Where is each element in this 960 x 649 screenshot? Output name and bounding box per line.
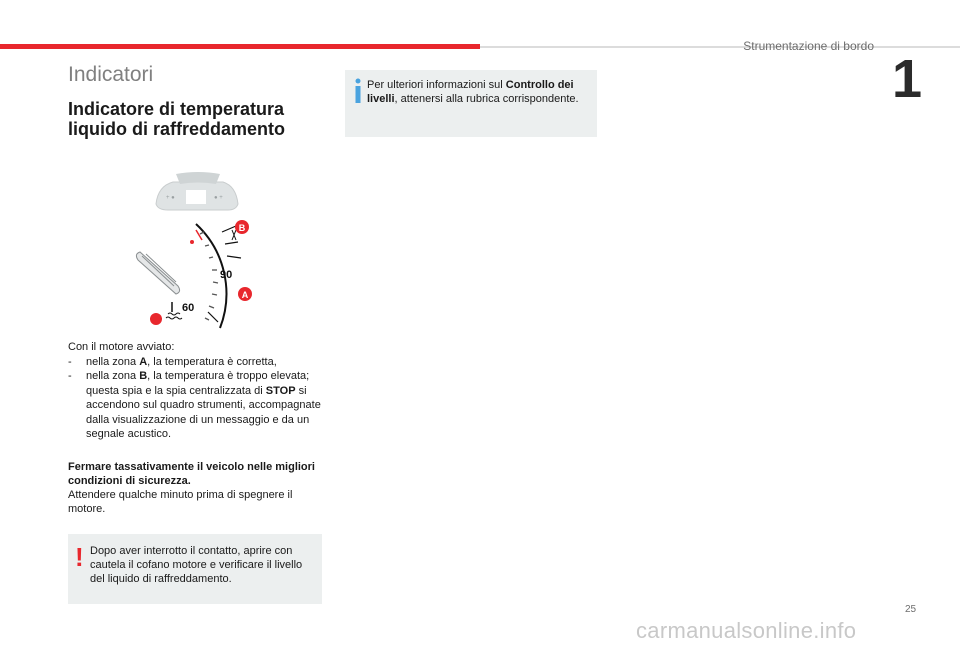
list-dash: - (68, 370, 72, 382)
warning-bold-text: Fermare tassativamente il veicolo nelle migliori condizioni di sicurezza. (68, 461, 315, 487)
exclamation-icon: ! (75, 542, 84, 572)
list-item-zone: A (139, 355, 148, 368)
header-grey-line (480, 46, 960, 48)
list-item (68, 369, 328, 442)
intro-text: Con il motore avviato: (68, 341, 175, 353)
list-item-text-pre: nella zona (86, 370, 140, 382)
gauge-label-90: 90 (220, 269, 233, 281)
warning-text: Attendere qualche minuto prima di spegnere il motore. (68, 489, 293, 515)
section-heading: Indicatori (68, 63, 154, 86)
list-item-text-pre: nella zona (86, 355, 140, 368)
list-item (68, 355, 328, 370)
warning-text-block (68, 460, 326, 516)
svg-text:+ ●: + ● (166, 195, 175, 201)
svg-text:● +: ● + (214, 195, 223, 201)
list-item-text (86, 369, 328, 442)
coolant-temperature-icon (166, 302, 182, 319)
info-text-pre: Per ulteriori informazioni sul (367, 79, 506, 91)
chapter-title: Strumentazione di bordo (743, 39, 874, 53)
red-dot-icon (190, 240, 194, 244)
subheading: Indicatore di temperatura liquido di raffreddamento (68, 99, 286, 139)
list-item-text-post: , la temperatura è troppo elevata; questa spia e la spia centralizzata di (86, 370, 310, 397)
zone-b-label: B (238, 223, 246, 233)
zone-a-label: A (241, 290, 249, 300)
info-text-bold: Controllo dei livelli (367, 79, 574, 105)
coolant-gauge-figure (128, 168, 298, 338)
info-note-box (345, 70, 597, 137)
info-icon (352, 78, 364, 104)
gauge-ticks (200, 232, 218, 320)
list-item-text-post: , la temperatura è corretta, (147, 355, 277, 368)
list-item-text-post2: si accendono sul quadro strumenti, accompagnate dalla visualizzazione di un messaggio e da un segnale acustico. (86, 384, 321, 440)
caution-note-text: Dopo aver interrotto il contatto, aprire con cautela il cofano motore e verificare il livello del liquido di raffreddamento. (90, 545, 303, 585)
list-item-zone: B (139, 370, 148, 382)
warning-light-icon (150, 313, 162, 325)
list-item-text (86, 355, 277, 370)
list-item-stop: STOP (265, 384, 296, 397)
instrument-cluster-icon (156, 172, 238, 210)
caution-note-box (68, 534, 322, 604)
chapter-number: 1 (892, 49, 923, 109)
body-text (68, 340, 328, 442)
page-number: 25 (905, 604, 917, 615)
temperature-needle-icon (136, 252, 179, 294)
watermark: carmanualsonline.info (636, 618, 857, 643)
gauge-label-60: 60 (182, 302, 195, 314)
info-text-post: , attenersi alla rubrica corrispondente. (394, 93, 579, 105)
info-note-text (367, 78, 589, 106)
list-dash: - (68, 355, 72, 368)
header-red-bar (0, 44, 480, 49)
coolant-gauge-illustration (128, 168, 298, 338)
